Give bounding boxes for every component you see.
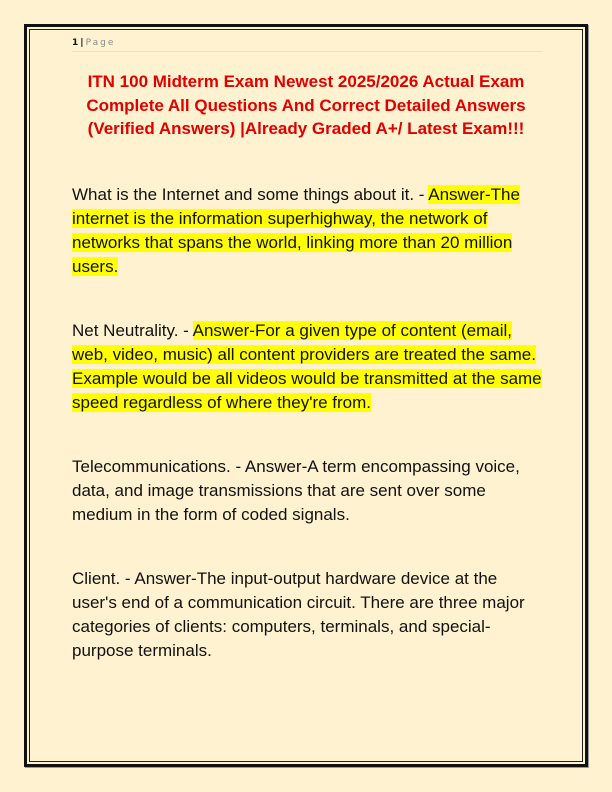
answer-text-highlighted: Answer-For a given type of content (email, web, video, music) all content providers are treated the same. Example would be all videos would be transmitted at the same speed regardless of where they're from. bbox=[72, 321, 542, 412]
title-line-1: ITN 100 Midterm Exam Newest 2025/2026 Actual Exam bbox=[87, 72, 525, 91]
page-label: Page bbox=[85, 38, 116, 48]
qa-item-internet bbox=[72, 183, 542, 279]
page-separator: | bbox=[80, 38, 84, 48]
question-text: Net Neutrality. - bbox=[72, 321, 193, 340]
answer-text-highlighted: Answer-The internet is the information superhighway, the network of networks that spans the world, linking more than 20 million users. bbox=[72, 185, 520, 276]
page-header bbox=[72, 36, 542, 52]
answer-text: Answer-The input-output hardware device at the user's end of a communication circuit. There are three major categories of clients: computers, terminals, and special-purpose terminals. bbox=[72, 569, 525, 660]
title-line-3: (Verified Answers) |Already Graded A+/ Latest Exam!!! bbox=[87, 119, 525, 138]
qa-item-client bbox=[72, 567, 542, 663]
title-line-2: Complete All Questions And Correct Detailed Answers bbox=[86, 95, 526, 115]
page-number: 1 bbox=[72, 38, 79, 48]
question-text: Client. - bbox=[72, 569, 135, 588]
answer-text: Answer-A term encompassing voice, data, and image transmissions that are sent over some medium in the form of coded signals. bbox=[72, 457, 520, 524]
qa-item-net-neutrality bbox=[72, 319, 542, 415]
question-text: What is the Internet and some things about it. - bbox=[72, 185, 429, 204]
question-text: Telecommunications. - bbox=[72, 457, 245, 476]
document-title bbox=[60, 70, 552, 141]
qa-item-telecommunications bbox=[72, 455, 542, 527]
